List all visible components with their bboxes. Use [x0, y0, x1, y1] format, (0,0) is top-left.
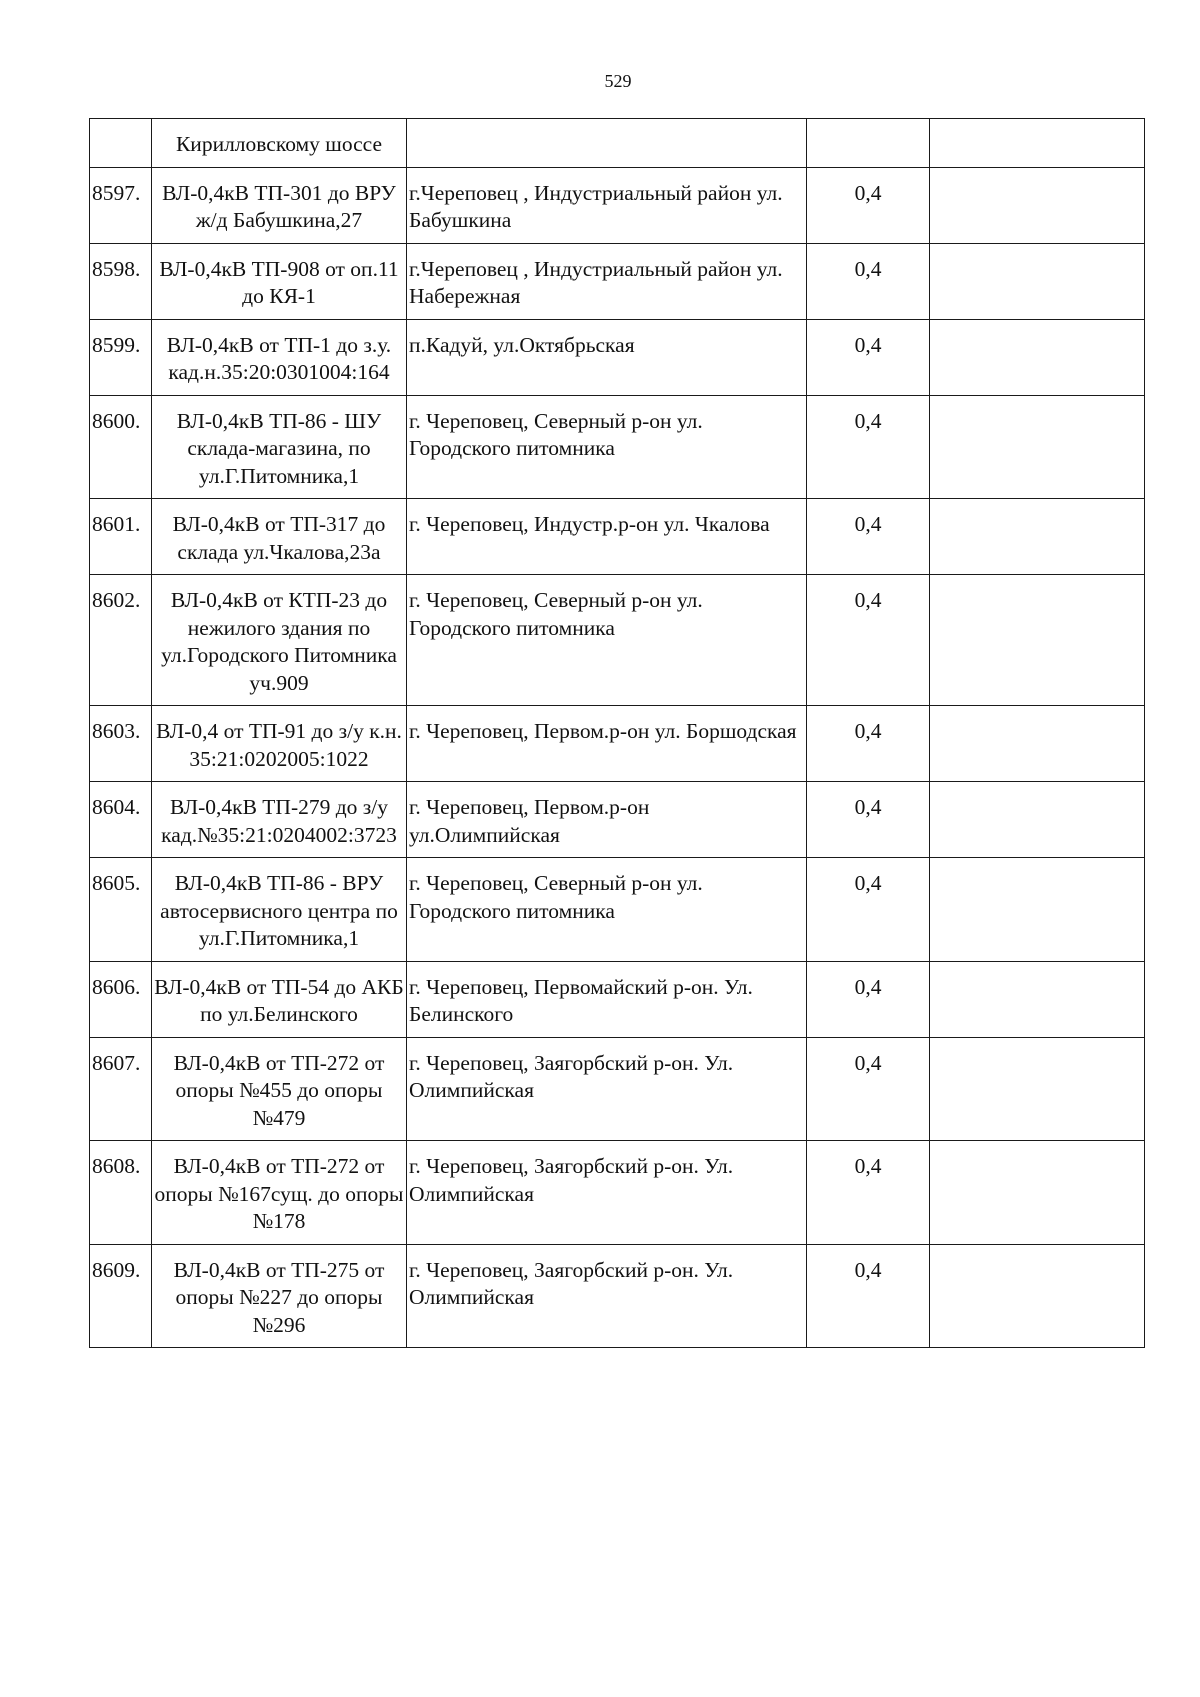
voltage-cell: 0,4 [807, 858, 930, 962]
extra-cell [930, 1244, 1145, 1348]
extra-cell [930, 961, 1145, 1037]
address-cell: г. Череповец, Заягорбский р-он. Ул. Олимпийская [407, 1244, 807, 1348]
continuation-row [90, 119, 1145, 168]
extra-cell [930, 119, 1145, 168]
address-cell: г. Череповец, Первомайский р-он. Ул. Белинского [407, 961, 807, 1037]
table-row [90, 319, 1145, 395]
line-name-cell: ВЛ-0,4кВ ТП-86 - ШУ склада-магазина, по ул.Г.Питомника,1 [152, 395, 407, 499]
address-cell: г. Череповец, Заягорбский р-он. Ул. Олимпийская [407, 1141, 807, 1245]
extra-cell [930, 167, 1145, 243]
voltage-cell: 0,4 [807, 395, 930, 499]
table-row [90, 1244, 1145, 1348]
row-number-cell: 8607. [90, 1037, 152, 1141]
table-row [90, 167, 1145, 243]
row-number-cell: 8604. [90, 782, 152, 858]
voltage-cell: 0,4 [807, 167, 930, 243]
line-name-cell: ВЛ-0,4кВ ТП-86 - ВРУ автосервисного центра по ул.Г.Питомника,1 [152, 858, 407, 962]
address-cell: г.Череповец , Индустриальный район ул. Набережная [407, 243, 807, 319]
table-row [90, 706, 1145, 782]
extra-cell [930, 1141, 1145, 1245]
line-name-cell: ВЛ-0,4кВ от ТП-272 от опоры №455 до опоры №479 [152, 1037, 407, 1141]
voltage-cell: 0,4 [807, 499, 930, 575]
row-number-cell: 8598. [90, 243, 152, 319]
line-name-cell: ВЛ-0,4 от ТП-91 до з/у к.н. 35:21:0202005:1022 [152, 706, 407, 782]
voltage-cell: 0,4 [807, 575, 930, 706]
line-name-cell: ВЛ-0,4кВ от ТП-317 до склада ул.Чкалова,23а [152, 499, 407, 575]
voltage-cell: 0,4 [807, 1037, 930, 1141]
address-cell: г. Череповец, Северный р-он ул. Городского питомника [407, 395, 807, 499]
address-cell: г. Череповец, Заягорбский р-он. Ул. Олимпийская [407, 1037, 807, 1141]
table-row [90, 575, 1145, 706]
extra-cell [930, 858, 1145, 962]
table-row [90, 961, 1145, 1037]
extra-cell [930, 1037, 1145, 1141]
row-number-cell: 8597. [90, 167, 152, 243]
row-number-cell: 8600. [90, 395, 152, 499]
voltage-cell: 0,4 [807, 706, 930, 782]
registry-table-body [90, 119, 1145, 1348]
row-number-cell: 8601. [90, 499, 152, 575]
extra-cell [930, 395, 1145, 499]
table-row [90, 243, 1145, 319]
address-cell [407, 119, 807, 168]
row-number-cell: 8609. [90, 1244, 152, 1348]
table-row [90, 395, 1145, 499]
table-row [90, 858, 1145, 962]
address-cell: г. Череповец, Индустр.р-он ул. Чкалова [407, 499, 807, 575]
line-name-cell: ВЛ-0,4кВ ТП-279 до з/у кад.№35:21:0204002:3723 [152, 782, 407, 858]
line-name-cell: ВЛ-0,4кВ от ТП-1 до з.у. кад.н.35:20:0301004:164 [152, 319, 407, 395]
line-name-cell: ВЛ-0,4кВ ТП-908 от оп.11 до КЯ-1 [152, 243, 407, 319]
address-cell: г. Череповец, Первом.р-он ул.Олимпийская [407, 782, 807, 858]
voltage-cell: 0,4 [807, 319, 930, 395]
voltage-cell [807, 119, 930, 168]
extra-cell [930, 319, 1145, 395]
page-number: 529 [604, 71, 632, 91]
line-name-cell: Кирилловскому шоссе [152, 119, 407, 168]
extra-cell [930, 706, 1145, 782]
voltage-cell: 0,4 [807, 243, 930, 319]
line-name-cell: ВЛ-0,4кВ от КТП-23 до нежилого здания по ул.Городского Питомника уч.909 [152, 575, 407, 706]
line-name-cell: ВЛ-0,4кВ от ТП-54 до АКБ по ул.Белинского [152, 961, 407, 1037]
table-row [90, 1141, 1145, 1245]
row-number-cell: 8606. [90, 961, 152, 1037]
registry-table [89, 118, 1145, 1348]
row-number-cell: 8599. [90, 319, 152, 395]
table-row [90, 1037, 1145, 1141]
extra-cell [930, 575, 1145, 706]
voltage-cell: 0,4 [807, 782, 930, 858]
voltage-cell: 0,4 [807, 1244, 930, 1348]
voltage-cell: 0,4 [807, 961, 930, 1037]
address-cell: п.Кадуй, ул.Октябрьская [407, 319, 807, 395]
address-cell: г.Череповец , Индустриальный район ул. Бабушкина [407, 167, 807, 243]
table-row [90, 782, 1145, 858]
voltage-cell: 0,4 [807, 1141, 930, 1245]
row-number-cell: 8608. [90, 1141, 152, 1245]
table-row [90, 499, 1145, 575]
row-number-cell: 8602. [90, 575, 152, 706]
row-number-cell: 8605. [90, 858, 152, 962]
line-name-cell: ВЛ-0,4кВ ТП-301 до ВРУ ж/д Бабушкина,27 [152, 167, 407, 243]
line-name-cell: ВЛ-0,4кВ от ТП-272 от опоры №167сущ. до опоры №178 [152, 1141, 407, 1245]
address-cell: г. Череповец, Северный р-он ул. Городского питомника [407, 858, 807, 962]
line-name-cell: ВЛ-0,4кВ от ТП-275 от опоры №227 до опоры №296 [152, 1244, 407, 1348]
extra-cell [930, 782, 1145, 858]
row-number-cell: 8603. [90, 706, 152, 782]
extra-cell [930, 499, 1145, 575]
row-number-cell [90, 119, 152, 168]
extra-cell [930, 243, 1145, 319]
address-cell: г. Череповец, Северный р-он ул. Городского питомника [407, 575, 807, 706]
address-cell: г. Череповец, Первом.р-он ул. Боршодская [407, 706, 807, 782]
